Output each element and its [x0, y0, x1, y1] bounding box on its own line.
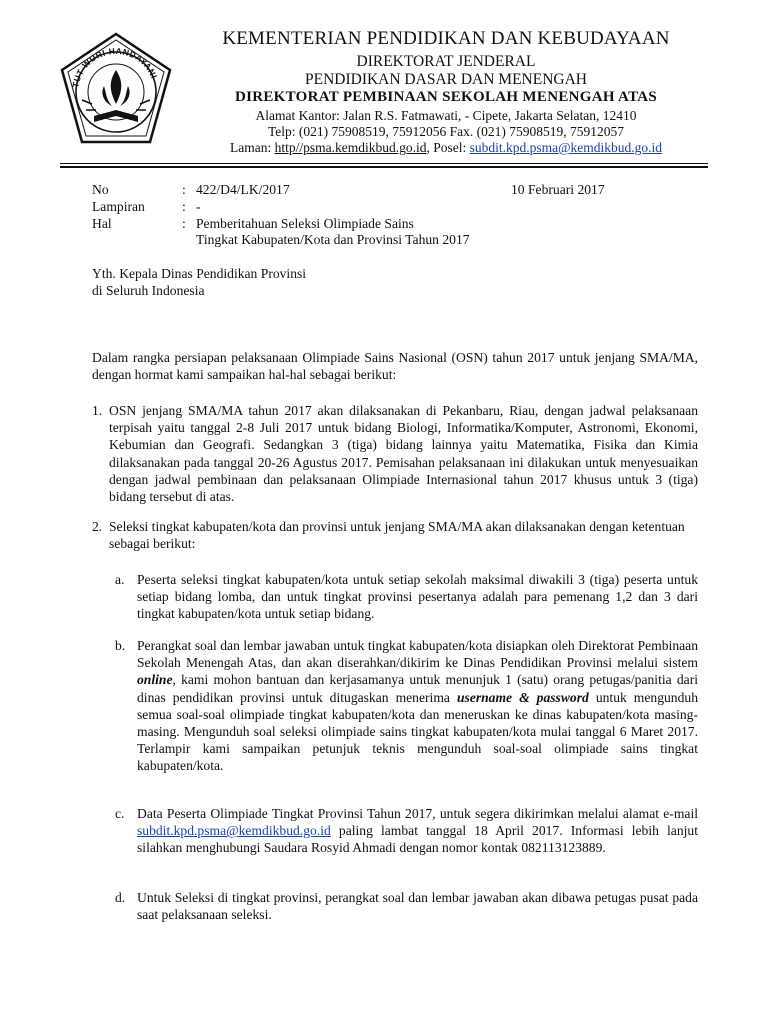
meta-number-label: No — [92, 182, 109, 197]
web-url[interactable]: http//psma.kemdikbud.go.id — [274, 140, 427, 155]
sub-b-online: online — [137, 672, 173, 688]
sub-b-part-1: Perangkat soal dan lembar jawaban untuk tingkat kabupaten/kota disiapkan oleh Direktorat Pembinaan Sekolah Menengah Atas, dan akan diserahkan/dikirim ke Dinas Pendidikan Provinsi melalui sistem — [137, 638, 698, 671]
meta-subject-label: Hal — [92, 216, 112, 231]
meta-number-value: 422/D4/LK/2017 — [196, 182, 290, 197]
meta-attachment — [92, 199, 201, 215]
item-1-text: OSN jenjang SMA/MA tahun 2017 akan dilaksanakan di Pekanbaru, Riau, dengan jadwal pelaksanaan terpisah yaitu tanggal 2-8 Juli 2017 untuk bidang Biologi, Informatika/Komputer, Astronomi, Ekonomi, Kebumian dan Geografi. Sedangkan 3 (tiga) bidang lainnya yaitu Matematika, Fisika dan Kimia dilaksanakan pada tanggal 20-26 Agustus 2017. Pemisahan pelaksanaan ini dilakukan untuk menyesuaikan dengan jadwal pembinaan dan pelaksanaan Olimpiade Internasional tahun 2017 khusus untuk 3 (tiga) bidang tersebut di atas. — [109, 403, 698, 505]
meta-attachment-value: - — [196, 199, 201, 214]
sub-b-credentials: username & password — [456, 689, 589, 705]
sub-c-part-1: Data Peserta Olimpiade Tingkat Provinsi Tahun 2017, untuk segera dikirimkan melalui alamat e-mail — [137, 806, 698, 821]
meta-number — [92, 182, 290, 198]
item-2-text: Seleksi tingkat kabupaten/kota dan provinsi untuk jenjang SMA/MA akan dilaksanakan dengan ketentuan sebagai berikut: — [109, 519, 685, 552]
recipient-line-1: Yth. Kepala Dinas Pendidikan Provinsi — [92, 266, 307, 281]
web-label: Laman: — [229, 140, 275, 155]
ministry-name: KEMENTERIAN PENDIDIKAN DAN KEBUDAYAAN — [222, 28, 670, 49]
directorate-name: DIREKTORAT PEMBINAAN SEKOLAH MENENGAH ATAS — [234, 89, 658, 105]
sub-a-letter: a. — [115, 572, 125, 587]
item-2-number: 2. — [92, 519, 103, 534]
office-phone: Telp: (021) 75908519, 75912056 Fax. (021) 75908519, 75912057 — [267, 124, 625, 139]
letter-date: 10 Februari 2017 — [511, 182, 605, 197]
directorate-general: DIREKTORAT JENDERAL — [356, 53, 536, 70]
meta-separator: : — [182, 199, 186, 214]
contact-line — [176, 140, 716, 156]
email-link[interactable]: subdit.kpd.psma@kemdikbud.go.id — [469, 140, 663, 155]
meta-subject — [92, 216, 414, 232]
sub-a-text: Peserta seleksi tingkat kabupaten/kota untuk setiap sekolah maksimal diwakili 3 (tiga) peserta untuk setiap bidang lomba, dan untuk tingkat provinsi pesertanya adalah para pemenang 1,2 dan 3 dari tingkat kabupaten/kota untuk setiap bidang. — [137, 572, 698, 622]
meta-separator: : — [182, 216, 186, 231]
logo-motto: TUT WURI HANDAYANI — [70, 45, 160, 89]
sub-c-email-link[interactable]: subdit.kpd.psma@kemdikbud.go.id — [137, 823, 331, 839]
meta-subject-value-2: Tingkat Kabupaten/Kota dan Provinsi Tahun 2017 — [196, 232, 470, 247]
sub-b-text — [137, 637, 698, 775]
sub-c-part-2: paling lambat tanggal 18 April 2017. Informasi lebih lanjut silahkan menghubungi Saudara Rosyid Ahmadi dengan nomor kontak 082113123889. — [137, 823, 698, 856]
meta-attachment-label: Lampiran — [92, 199, 145, 214]
meta-subject-value-1: Pemberitahuan Seleksi Olimpiade Sains — [196, 216, 414, 231]
sub-b-part-2: , kami mohon bantuan dan kerjasamanya untuk menunjuk 1 (satu) orang petugas/panitia dari dinas pendidikan provinsi untuk ditugaskan menerima — [137, 672, 698, 705]
sub-c-text — [137, 805, 698, 857]
item-1-number: 1. — [92, 403, 103, 418]
sub-d-text: Untuk Seleksi di tingkat provinsi, perangkat soal dan lembar jawaban akan dibawa petugas pusat pada saat pelaksanaan seleksi. — [137, 890, 698, 923]
sub-b-part-3: untuk mengunduh semua soal-soal olimpiade tingkat kabupaten/kota dan meneruskan ke dinas kabupaten/kota masing-masing. Mengunduh soal seleksi olimpiade sains tingkat kabupaten/kota mulai tanggal 6 Maret 2017. Terlampir kami sampaikan petunjuk teknis mengunduh soal-soal olimpiade sains tingkat kabupaten/kota. — [137, 689, 698, 774]
letterhead-divider-thick — [60, 166, 708, 168]
tut-wuri-handayani-logo — [56, 30, 176, 148]
sub-b-letter: b. — [115, 638, 126, 653]
intro-paragraph: Dalam rangka persiapan pelaksanaan Olimpiade Sains Nasional (OSN) tahun 2017 untuk jenjang SMA/MA, dengan hormat kami sampaikan hal-hal sebagai berikut: — [92, 350, 698, 383]
office-address: Alamat Kantor: Jalan R.S. Fatmawati, - Cipete, Jakarta Selatan, 12410 — [255, 108, 637, 123]
sub-d-letter: d. — [115, 890, 126, 905]
letterhead-divider-thin — [60, 163, 708, 164]
email-label: , Posel: — [426, 140, 470, 155]
division-name: PENDIDIKAN DASAR DAN MENENGAH — [304, 71, 587, 88]
sub-c-letter: c. — [115, 806, 125, 821]
recipient-line-2: di Seluruh Indonesia — [92, 283, 205, 298]
meta-separator: : — [182, 182, 186, 197]
